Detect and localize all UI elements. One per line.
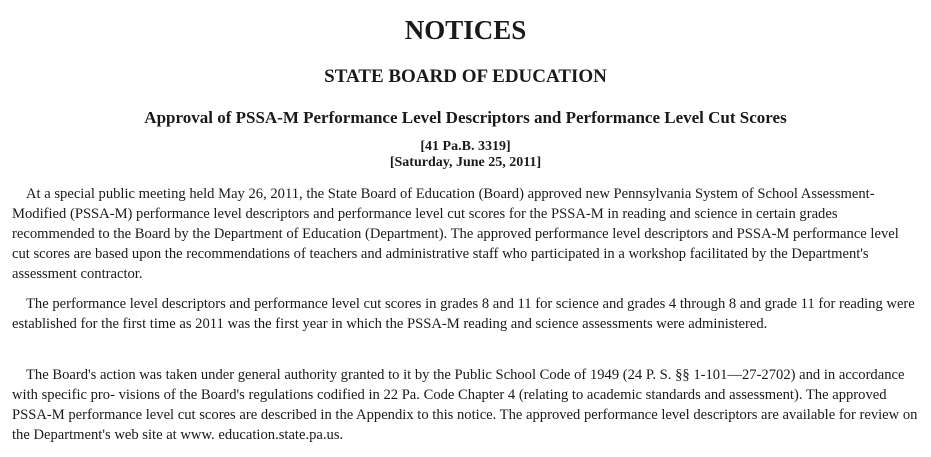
body-paragraph-3: The Board's action was taken under general authority granted to it by the Public School Code of 1949 (24 P. S. §§ 1-101—27-2702) and in accordance with specific pro- visions of the Board's regulations codified in 22 Pa. Code Chapter 4 (relating to academic standards and assessment). The approved PSSA-M performance level cut scores are described in the Appendix to this notice. The approved performance level descriptors are available for review on the Department's web site at www. education.state.pa.us. (12, 367, 918, 443)
citation-block (0, 139, 931, 171)
page-title: NOTICES (404, 15, 527, 45)
body-paragraph-1: At a special public meeting held May 26, 2011, the State Board of Education (Board) approved new Pennsylvania System of School Assessment-Modified (PSSA-M) performance level descriptors and performance level cut scores for the PSSA-M in reading and science in certain grades recommended to the Board by the Department of Education (Department). The approved performance level descriptors and PSSA-M performance level cut scores are based upon the recommendations of teachers and administrative staff who participated in a workshop facilitated by the Department's assessment contractor. (12, 186, 899, 282)
document-title: Approval of PSSA-M Performance Level Descriptors and Performance Level Cut Scores (144, 108, 787, 127)
publication-date: [Saturday, June 25, 2011] (389, 155, 542, 170)
agency-heading: STATE BOARD OF EDUCATION (324, 66, 607, 87)
body-paragraph-2: The performance level descriptors and performance level cut scores in grades 8 and 11 for science and grades 4 through 8 and grade 11 for reading were established for the first time as 2011 was the first year in which the PSSA-M reading and science assessments were administered. (12, 296, 915, 332)
pa-bulletin-citation: [41 Pa.B. 3319] (420, 139, 511, 154)
